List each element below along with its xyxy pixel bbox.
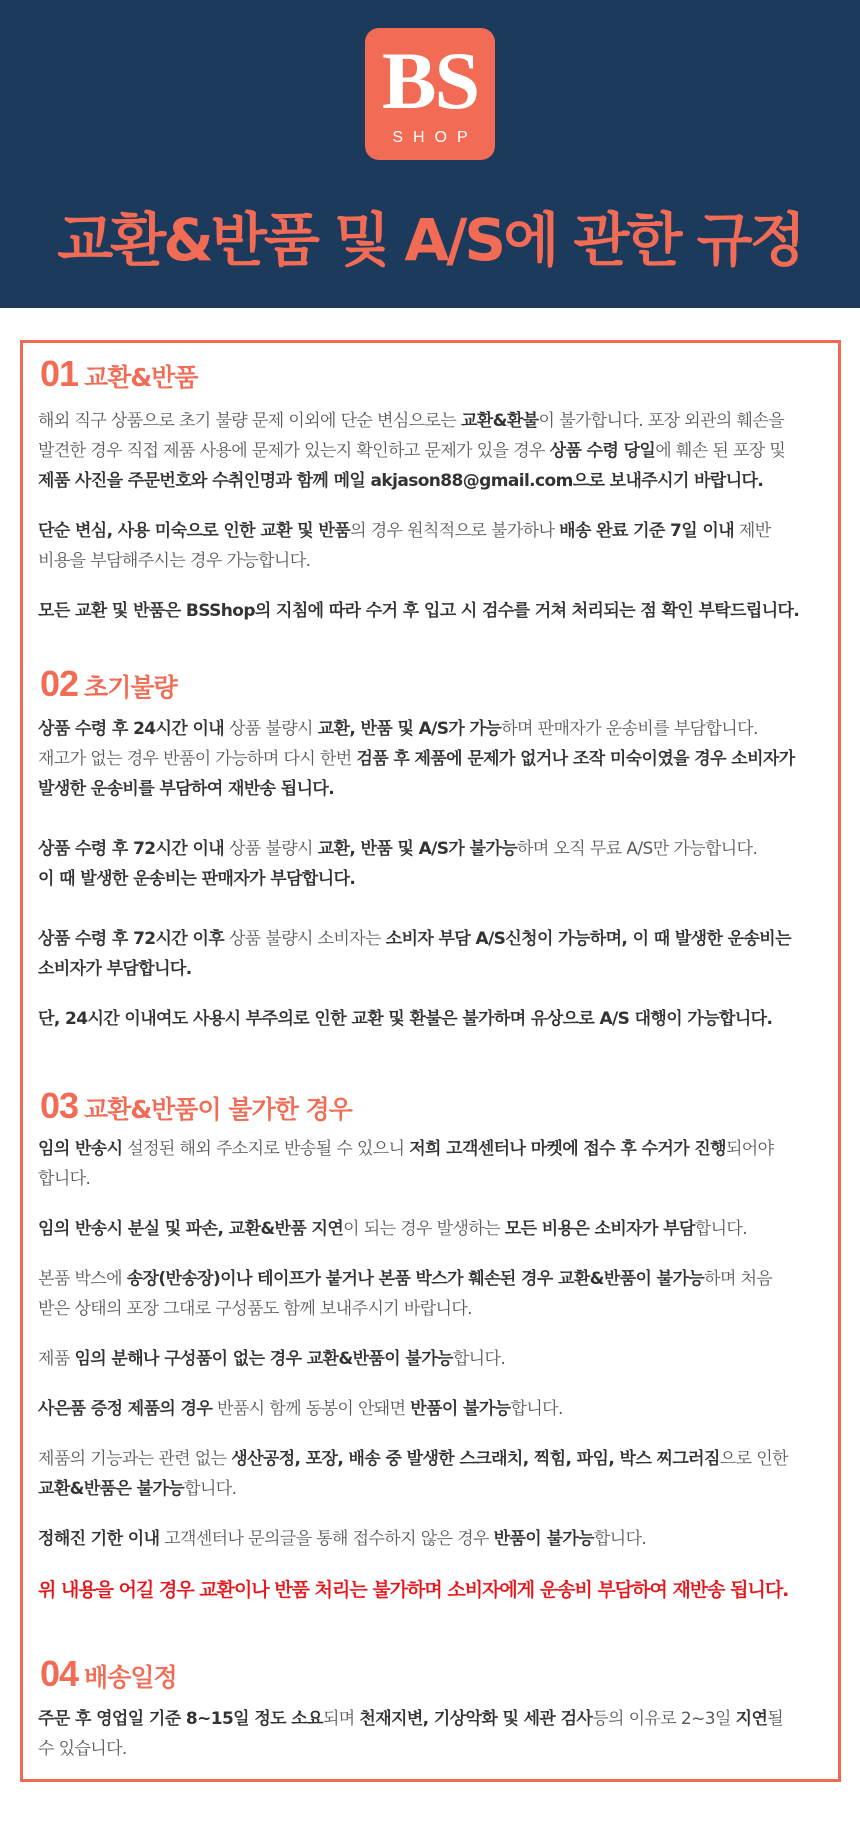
section-02-line (38, 834, 838, 864)
body-text: 에 훼손 된 포장 및 (655, 441, 786, 461)
emphasis-text: 검품 후 제품에 문제가 없거나 조작 미숙이였을 경우 소비자가 (356, 749, 795, 769)
emphasis-text: 반품이 불가능 (493, 1529, 594, 1549)
body-text: 상품 불량시 소비자는 (224, 929, 386, 949)
emphasis-text: 상품 수령 후 72시간 이후 (38, 929, 225, 949)
policy-warning: 위 내용을 어길 경우 교환이나 반품 처리는 불가하며 소비자에게 운송비 부담하여 재반송 됩니다. (38, 1579, 789, 1601)
section-03-line (38, 1294, 838, 1324)
emphasis-text: 배송 완료 기준 7일 이내 (559, 521, 735, 541)
body-text: 본품 박스에 (38, 1269, 127, 1289)
body-text: 비용을 부담해주시는 경우 가능합니다. (38, 551, 311, 571)
section-number: 02 (40, 663, 79, 704)
body-text: 제품의 기능과는 관련 없는 (38, 1449, 232, 1469)
body-text: 수 있습니다. (38, 1739, 127, 1759)
body-text: 발견한 경우 직접 제품 사용에 문제가 있는지 확인하고 문제가 있을 경우 (38, 441, 550, 461)
section-04-heading (40, 1654, 177, 1698)
emphasis-text: 단순 변심, 사용 미숙으로 인한 교환 및 반품 (38, 521, 351, 541)
emphasis-text: 소비자 부담 A/S신청이 가능하며, 이 때 발생한 운송비는 (385, 929, 791, 949)
section-title: 배송일정 (84, 1663, 177, 1692)
emphasis-text: 생산공정, 포장, 배송 중 발생한 스크래치, 찍힘, 파임, 박스 찌그러짐 (231, 1449, 720, 1469)
emphasis-text: 이 때 발생한 운송비는 판매자가 부담합니다. (38, 869, 356, 889)
body-text: 하며 오직 무료 A/S만 가능합니다. (517, 839, 758, 859)
section-02-line (38, 1004, 838, 1034)
emphasis-text: 상품 수령 후 24시간 이내 (38, 719, 225, 739)
emphasis-text: 모든 비용은 소비자가 부담 (504, 1219, 695, 1239)
body-text: 하며 판매자가 운송비를 부담합니다. (501, 719, 758, 739)
body-text: 고객센터나 문의글을 통해 접수하지 않은 경우 (159, 1529, 494, 1549)
emphasis-text: 교환&환불 (460, 411, 539, 431)
body-text: 등의 이유로 2~3일 (592, 1709, 736, 1729)
body-text: 으로 인한 (719, 1449, 788, 1469)
body-text: 제품 (38, 1349, 75, 1369)
emphasis-text: 지연 (735, 1709, 768, 1729)
section-number: 03 (40, 1085, 79, 1126)
body-text: 될 (767, 1709, 784, 1729)
body-text: 반품시 함께 동봉이 안돼면 (212, 1399, 411, 1419)
section-title: 교환&반품 (84, 363, 198, 392)
emphasis-text: 발생한 운송비를 부담하여 재반송 됩니다. (38, 779, 335, 799)
emphasis-text: 주문 후 영업일 기준 8~15일 정도 소요 (38, 1709, 323, 1729)
section-title: 초기불량 (84, 673, 177, 702)
body-text: 하며 처음 (704, 1269, 773, 1289)
section-01-heading (40, 354, 197, 398)
emphasis-text: 교환, 반품 및 A/S가 가능 (317, 719, 502, 739)
emphasis-text: 상품 수령 후 72시간 이내 (38, 839, 225, 859)
emphasis-text: 임의 반송시 분실 및 파손, 교환&반품 지연 (38, 1219, 344, 1239)
body-text: 합니다. (510, 1399, 563, 1419)
section-02-line (38, 864, 838, 894)
emphasis-text: 송장(반송장)이나 테이프가 붙거나 본품 박스가 훼손된 경우 교환&반품이 불가능 (126, 1269, 705, 1289)
section-03-line (38, 1524, 838, 1554)
body-text: 이 불가합니다. 포장 외관의 훼손을 (538, 411, 785, 431)
body-text: 되어야 (725, 1139, 774, 1159)
body-text: 의 경우 원칙적으로 불가하나 (350, 521, 560, 541)
body-text: 상품 불량시 (224, 719, 318, 739)
section-02-line (38, 714, 838, 744)
body-text: 합니다. (452, 1349, 506, 1369)
section-04-line (38, 1704, 838, 1734)
section-03-line (38, 1444, 838, 1474)
page-title: 교환&반품 및 A/S에 관한 규정 (57, 206, 803, 274)
emphasis-text: 모든 교환 및 반품은 BSShop의 지침에 따라 수거 후 입고 시 검수를 거쳐 처리되는 점 확인 부탁드립니다. (38, 601, 800, 621)
body-text: 합니다. (593, 1529, 647, 1549)
section-03-line (38, 1344, 838, 1374)
emphasis-text: 임의 분해나 구성품이 없는 경우 교환&반품이 불가능 (74, 1349, 453, 1369)
emphasis-text: 정해진 기한 이내 (38, 1529, 160, 1549)
emphasis-text: 교환, 반품 및 A/S가 불가능 (317, 839, 518, 859)
emphasis-text: 사은품 증정 제품의 경우 (38, 1399, 213, 1419)
body-text: 제반 (734, 521, 771, 541)
section-02-heading (40, 664, 177, 708)
body-text: 설정된 해외 주소지로 반송될 수 있으니 (122, 1139, 410, 1159)
section-01-line (38, 466, 838, 496)
emphasis-text: 임의 반송시 (38, 1139, 123, 1159)
emphasis-text: 천재지변, 기상악화 및 세관 검사 (359, 1709, 593, 1729)
body-text: 상품 불량시 (224, 839, 318, 859)
section-01-line (38, 436, 838, 466)
body-text: 되며 (322, 1709, 360, 1729)
emphasis-text: 반품이 불가능 (410, 1399, 511, 1419)
section-02-line (38, 744, 838, 774)
section-02-line (38, 924, 838, 954)
section-title: 교환&반품이 불가한 경우 (84, 1095, 352, 1124)
body-text: 합니다. (38, 1169, 91, 1189)
section-01-line (38, 546, 838, 576)
section-03-line (38, 1264, 838, 1294)
body-text: 해외 직구 상품으로 초기 불량 문제 이외에 단순 변심으로는 (38, 411, 461, 431)
body-text: 합니다. (694, 1219, 748, 1239)
section-02-line (38, 774, 838, 804)
body-text: 합니다. (184, 1479, 237, 1499)
section-03-line (38, 1164, 838, 1194)
logo-mark: BS (381, 35, 479, 126)
body-text: 이 되는 경우 발생하는 (343, 1219, 505, 1239)
body-text: 받은 상태의 포장 그대로 구성품도 함께 보내주시기 바랍니다. (38, 1299, 472, 1319)
section-03-line (38, 1394, 838, 1424)
header-banner (0, 0, 860, 308)
emphasis-text: 제품 사진을 주문번호와 수취인명과 함께 메일 akjason88@gmail.com으로 보내주시기 바랍니다. (38, 471, 764, 491)
emphasis-text: 교환&반품은 불가능 (38, 1479, 185, 1499)
section-number: 04 (40, 1653, 79, 1694)
section-number: 01 (40, 353, 79, 394)
section-01-line (38, 406, 838, 436)
body-text: 재고가 없는 경우 반품이 가능하며 다시 한번 (38, 749, 357, 769)
section-03-line (38, 1214, 838, 1244)
section-01-line (38, 516, 838, 546)
section-03-heading (40, 1086, 352, 1130)
section-01-line (38, 596, 838, 626)
emphasis-text: 저희 고객센터나 마켓에 접수 후 수거가 진행 (409, 1139, 726, 1159)
logo-sub: SHOP (392, 129, 478, 146)
emphasis-text: 단, 24시간 이내여도 사용시 부주의로 인한 교환 및 환불은 불가하며 유상으로 A/S 대행이 가능합니다. (38, 1009, 773, 1029)
emphasis-text: 상품 수령 당일 (549, 441, 656, 461)
section-04-line (38, 1734, 838, 1764)
section-02-line (38, 954, 838, 984)
section-03-line (38, 1134, 838, 1164)
bs-shop-logo (365, 28, 495, 160)
section-03-line (38, 1474, 838, 1504)
emphasis-text: 소비자가 부담합니다. (38, 959, 192, 979)
